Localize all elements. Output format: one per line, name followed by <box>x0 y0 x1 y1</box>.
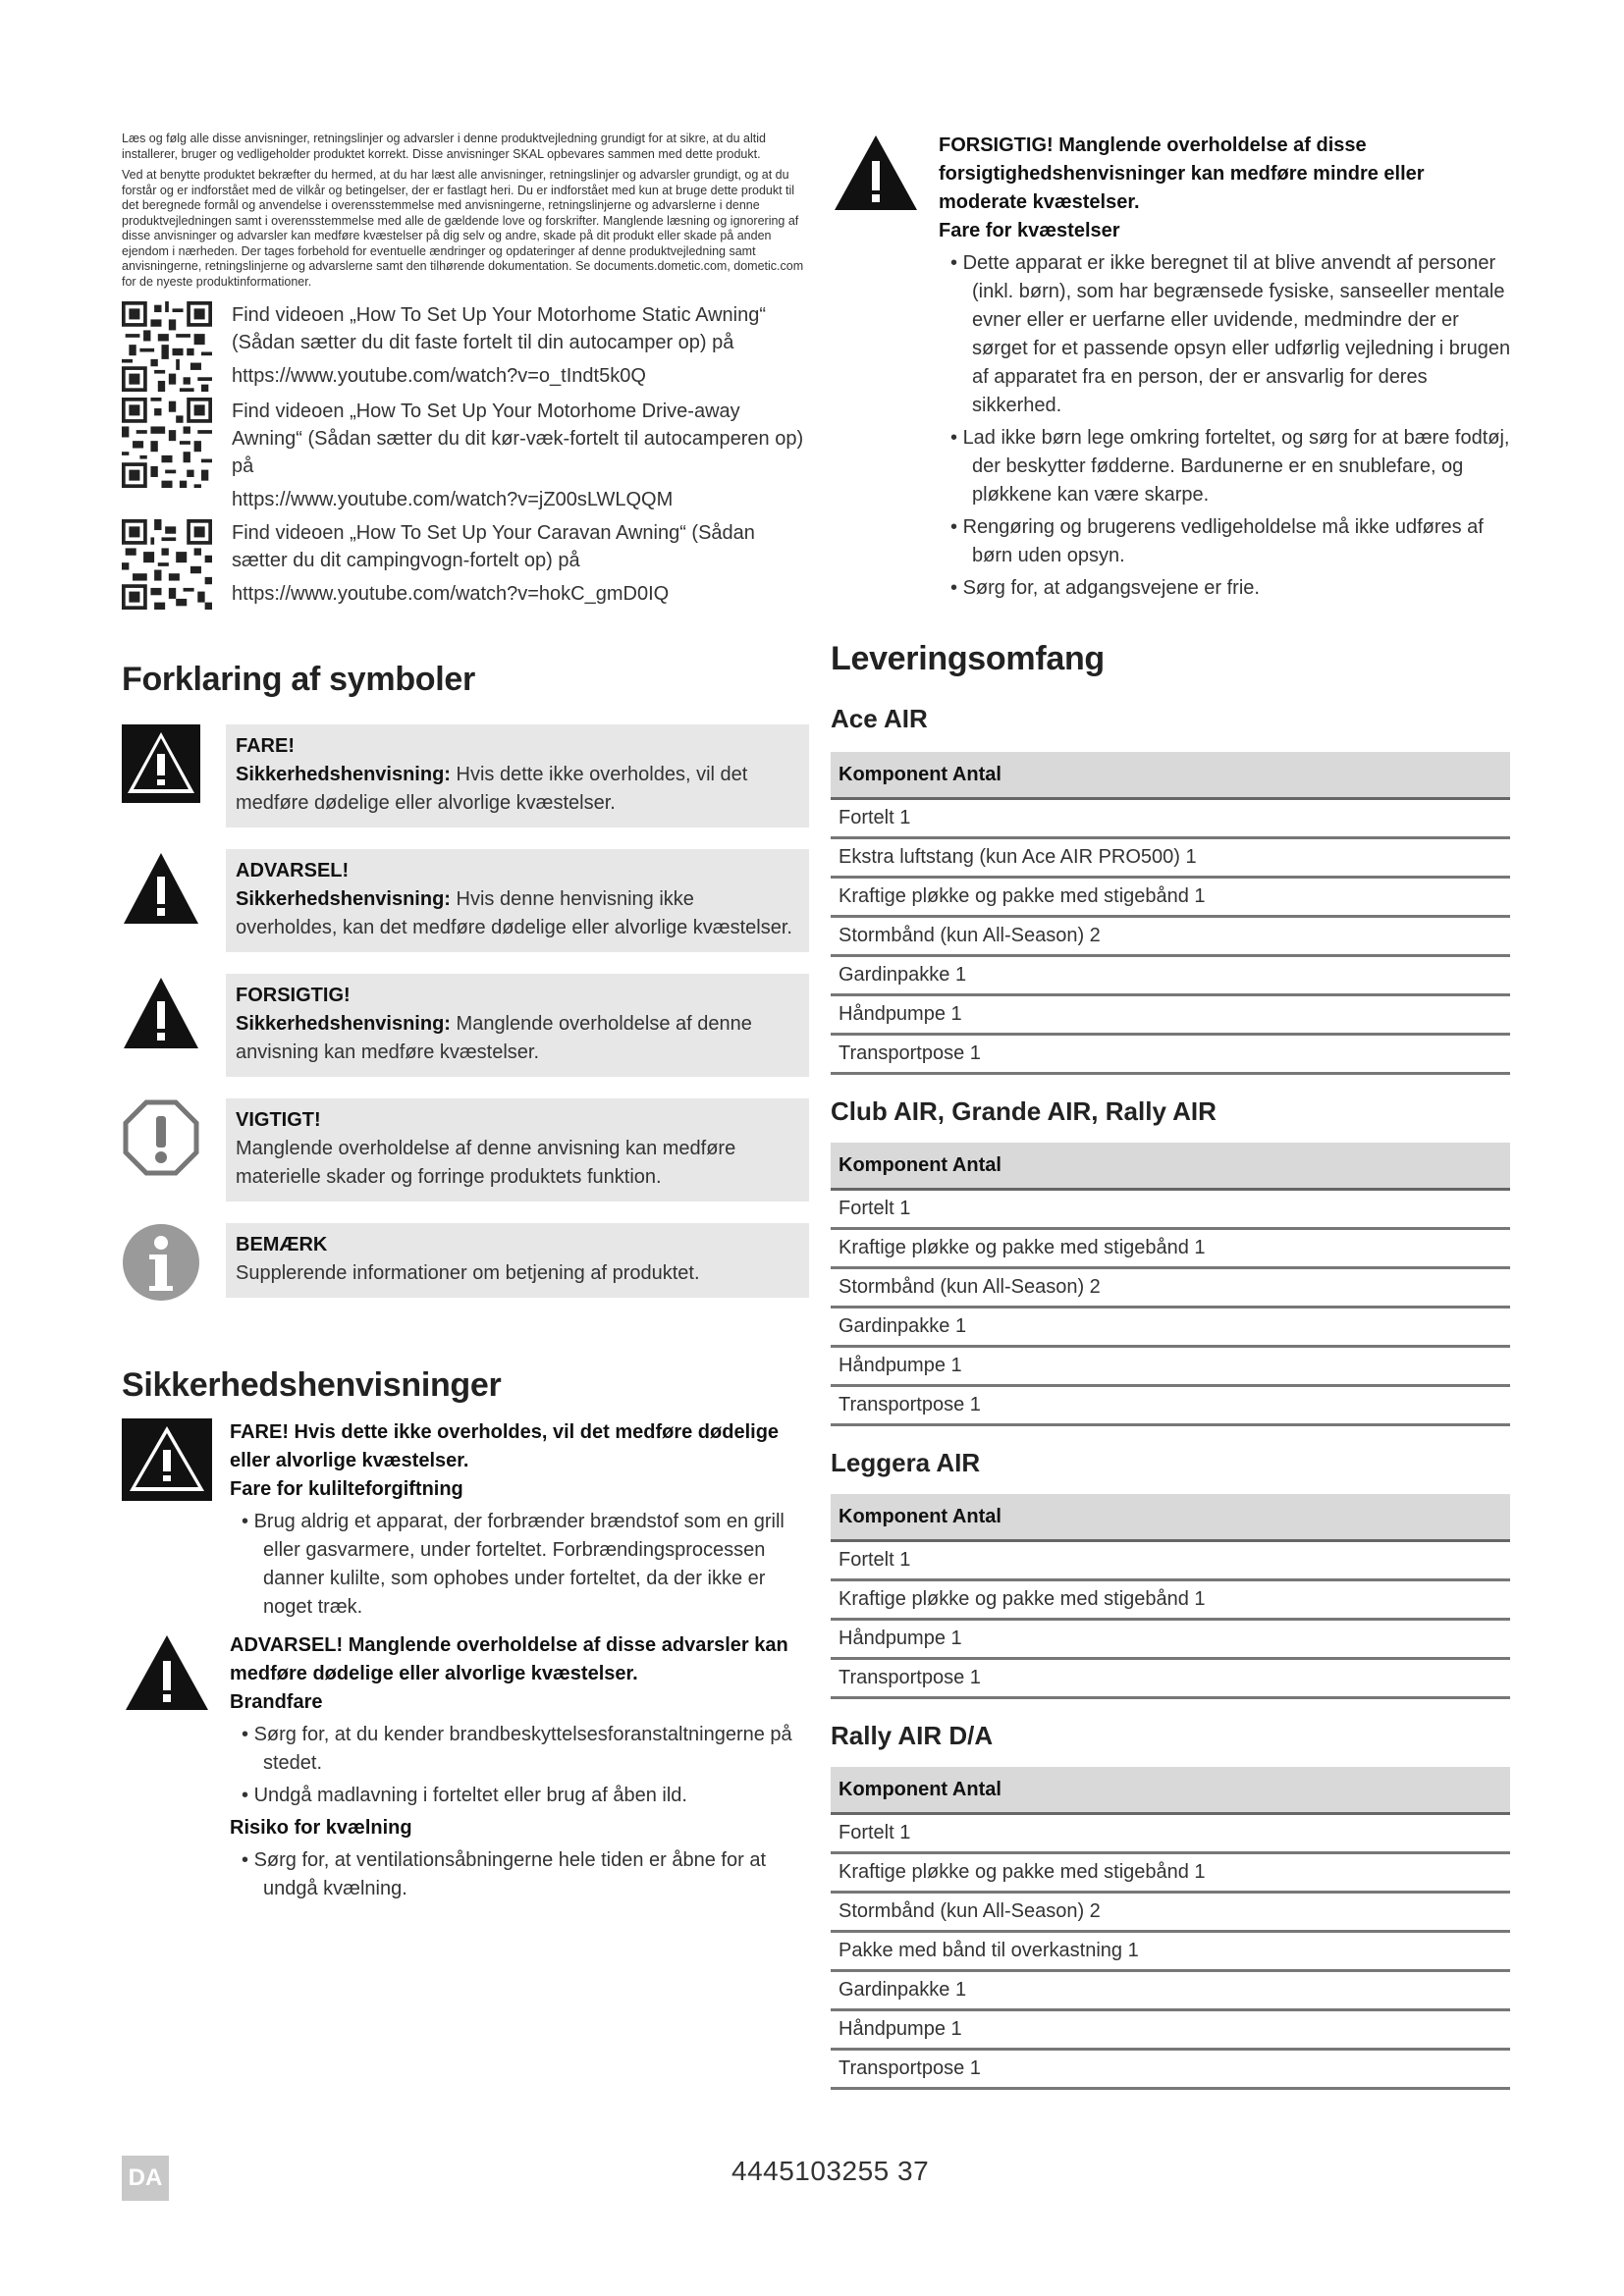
symbol-text: Supplerende informationer om betjening af produktet. <box>236 1262 700 1284</box>
caution-heading: FORSIGTIG! Manglende overholdelse af disse forsigtighedshenvisninger kan medføre mindre eller moderate kvæstelser. <box>939 134 1425 213</box>
symbol-label: Sikkerhedshenvisning: <box>236 1013 451 1035</box>
table-row: Kraftige pløkke og pakke med stigebånd 1 <box>831 878 1510 917</box>
important-icon <box>122 1098 200 1177</box>
table-row: Stormbånd (kun All-Season) 2 <box>831 1268 1510 1308</box>
caution-icon <box>122 974 200 1052</box>
safety-warning-block <box>122 1631 809 1907</box>
table-row: Kraftige pløkke og pakke med stigebånd 1 <box>831 1580 1510 1620</box>
symbol-text: Hvis denne henvisning ikke overholdes, kan det medføre dødelige eller alvorlige kvæstelser. <box>236 888 792 938</box>
component-table <box>831 752 1510 1075</box>
video-description: Find videoen „How To Set Up Your Caravan Awning“ (Sådan sætter du dit campingvogn-fortelt op) på <box>232 522 755 571</box>
table-header: Komponent Antal <box>831 752 1510 799</box>
warning-icon <box>122 1631 212 1714</box>
info-icon <box>122 1223 200 1302</box>
danger-icon <box>122 724 200 803</box>
language-badge: DA <box>122 2156 169 2201</box>
table-row: Håndpumpe 1 <box>831 1620 1510 1659</box>
video-link[interactable]: https://www.youtube.com/watch?v=o_tIndt5k0Q <box>232 365 646 387</box>
delivery-heading: Leveringsomfang <box>831 640 1105 677</box>
component-table <box>831 1767 1510 2090</box>
table-row: Håndpumpe 1 <box>831 1347 1510 1386</box>
video-list <box>122 301 809 610</box>
symbol-caution <box>122 974 809 1077</box>
table-row: Transportpose 1 <box>831 2050 1510 2089</box>
danger-subheading: Fare for kulilteforgiftning <box>230 1478 463 1500</box>
table-row: Transportpose 1 <box>831 1035 1510 1074</box>
table-row: Gardinpakke 1 <box>831 1308 1510 1347</box>
warning-heading: ADVARSEL! Manglende overholdelse af disse advarsler kan medføre dødelige eller alvorlige kvæstelser. <box>230 1634 788 1684</box>
group-title: Rally AIR D/A <box>831 1721 994 1750</box>
warning-subheading-2: Risiko for kvælning <box>230 1817 412 1839</box>
symbol-title: BEMÆRK <box>236 1234 328 1255</box>
symbol-title: FARE! <box>236 735 295 757</box>
qr-code-icon[interactable] <box>122 398 212 488</box>
list-item: • Undgå madlavning i forteltet eller brug af åben ild. <box>230 1782 809 1810</box>
list-item: • Rengøring og brugerens vedligeholdelse må ikke udføres af børn uden opsyn. <box>939 513 1518 570</box>
safety-heading: Sikkerhedshenvisninger <box>122 1366 502 1404</box>
video-item <box>122 398 809 513</box>
component-table <box>831 1494 1510 1699</box>
table-row: Håndpumpe 1 <box>831 995 1510 1035</box>
symbol-important <box>122 1098 809 1201</box>
intro-paragraph-1: Læs og følg alle disse anvisninger, retningslinjer og advarsler i denne produktvejledning grundigt for at sikre, at du altid installerer, bruger og vedligeholder produktet korrekt. Disse anvisninger SKAL opbevares sammen med dette produkt. <box>122 132 766 161</box>
symbol-note <box>122 1223 809 1302</box>
table-row: Ekstra luftstang (kun Ace AIR PRO500) 1 <box>831 838 1510 878</box>
warning-subheading: Brandfare <box>230 1691 323 1713</box>
table-row: Fortelt 1 <box>831 1190 1510 1229</box>
table-row: Pakke med bånd til overkastning 1 <box>831 1932 1510 1971</box>
qr-code-icon[interactable] <box>122 519 212 610</box>
table-row: Transportpose 1 <box>831 1386 1510 1425</box>
symbol-title: ADVARSEL! <box>236 860 350 881</box>
video-description: Find videoen „How To Set Up Your Motorhome Drive-away Awning“ (Sådan sætter du dit kør-væk-fortelt til autocamperen op) på <box>232 400 804 477</box>
group-title: Club AIR, Grande AIR, Rally AIR <box>831 1096 1217 1126</box>
component-table <box>831 1143 1510 1426</box>
group-title: Ace AIR <box>831 704 928 733</box>
video-description: Find videoen „How To Set Up Your Motorhome Static Awning“ (Sådan sætter du dit faste fortelt til din autocamper op) på <box>232 304 767 353</box>
table-row: Stormbånd (kun All-Season) 2 <box>831 917 1510 956</box>
intro-paragraph-2: Ved at benytte produktet bekræfter du hermed, at du har læst alle anvisninger, retningslinjer og advarsler grundigt, og at du forstår og er indforstået med de vilkår og betingelser, der er fastlagt heri. Du er indforstået med kun at bruge dette produkt til det beregnede formål og anvendelse i overensstemmelse med anvisningerne, retningslinjerne og advarslerne i denne produktvejledningen samt i overensstemmelse med alle de gældende love og forskrifter. Manglende læsning og ignorering af disse anvisninger og advarsler kan medføre kvæstelser på dig selv og andre, skade på dit produkt eller skade på anden ejendom i nærheden. Der tages forbehold for eventuelle ændringer og opdateringer af denne produktvejledning samt anvisningerne, retningslinjerne og advarslerne samt den tilhørende dokumentation. Se documents.dometic.com, dometic.com for de nyeste produktinformationer. <box>122 168 804 289</box>
warning-icon <box>122 849 200 928</box>
safety-danger-block <box>122 1418 809 1626</box>
video-item <box>122 301 809 392</box>
table-row: Håndpumpe 1 <box>831 2010 1510 2050</box>
symbol-warning <box>122 849 809 952</box>
symbol-title: VIGTIGT! <box>236 1109 321 1131</box>
table-row: Gardinpakke 1 <box>831 956 1510 995</box>
caution-subheading: Fare for kvæstelser <box>939 220 1120 241</box>
table-header: Komponent Antal <box>831 1143 1510 1190</box>
right-column <box>831 132 1518 2090</box>
list-item: • Sørg for, at ventilationsåbningerne hele tiden er åbne for at undgå kvælning. <box>230 1846 809 1903</box>
table-row: Transportpose 1 <box>831 1659 1510 1698</box>
symbols-heading: Forklaring af symboler <box>122 661 475 698</box>
symbol-danger <box>122 724 809 828</box>
symbols-list <box>122 724 809 1302</box>
video-link[interactable]: https://www.youtube.com/watch?v=jZ00sLWLQQM <box>232 489 674 510</box>
table-header: Komponent Antal <box>831 1494 1510 1541</box>
safety-caution-block <box>831 132 1518 607</box>
symbol-text: Manglende overholdelse af denne anvisning kan medføre materielle skader og forringe produktets funktion. <box>236 1138 736 1188</box>
list-item: • Lad ikke børn lege omkring forteltet, og sørg for at bære fodtøj, der beskytter fødderne. Bardunerne er en snublefare, og pløkkene kan være skarpe. <box>939 424 1518 509</box>
symbol-title: FORSIGTIG! <box>236 985 351 1006</box>
symbol-label: Sikkerhedshenvisning: <box>236 764 451 785</box>
table-row: Gardinpakke 1 <box>831 1971 1510 2010</box>
left-column <box>122 132 809 1907</box>
caution-icon <box>831 132 921 214</box>
table-row: Fortelt 1 <box>831 799 1510 838</box>
list-item: • Dette apparat er ikke beregnet til at blive anvendt af personer (inkl. børn), som har begrænsede fysiske, sanseeller mentale evner eller er uerfarne eller uvidende, medmindre der er sørget for et passende opsyn eller udførlig vejledning i brugen af apparatet fra en person, der er ansvarlig for deres sikkerhed. <box>939 249 1518 420</box>
table-header: Komponent Antal <box>831 1767 1510 1814</box>
group-title: Leggera AIR <box>831 1448 981 1477</box>
symbol-text: Manglende overholdelse af denne anvisning kan medføre kvæstelser. <box>236 1013 752 1063</box>
video-item <box>122 519 809 610</box>
list-item: • Sørg for, at du kender brandbeskyttelsesforanstaltningerne på stedet. <box>230 1721 809 1778</box>
video-link[interactable]: https://www.youtube.com/watch?v=hokC_gmD0IQ <box>232 583 670 605</box>
symbol-text: Hvis dette ikke overholdes, vil det medføre dødelige eller alvorlige kvæstelser. <box>236 764 748 814</box>
page-number: 4445103255 37 <box>731 2156 930 2186</box>
table-row: Kraftige pløkke og pakke med stigebånd 1 <box>831 1853 1510 1893</box>
table-row: Fortelt 1 <box>831 1814 1510 1853</box>
table-row: Stormbånd (kun All-Season) 2 <box>831 1893 1510 1932</box>
list-item: • Brug aldrig et apparat, der forbrænder brændstof som en grill eller gasvarmere, under forteltet. Forbrændingsprocessen danner kulilte, som ophobes under forteltet, da der ikke er noget træk. <box>230 1508 809 1622</box>
danger-heading: FARE! Hvis dette ikke overholdes, vil det medføre dødelige eller alvorlige kvæstelser. <box>230 1421 780 1471</box>
danger-icon <box>122 1418 212 1501</box>
qr-code-icon[interactable] <box>122 301 212 392</box>
table-row: Kraftige pløkke og pakke med stigebånd 1 <box>831 1229 1510 1268</box>
list-item: • Sørg for, at adgangsvejene er frie. <box>939 574 1518 603</box>
table-row: Fortelt 1 <box>831 1541 1510 1580</box>
symbol-label: Sikkerhedshenvisning: <box>236 888 451 910</box>
